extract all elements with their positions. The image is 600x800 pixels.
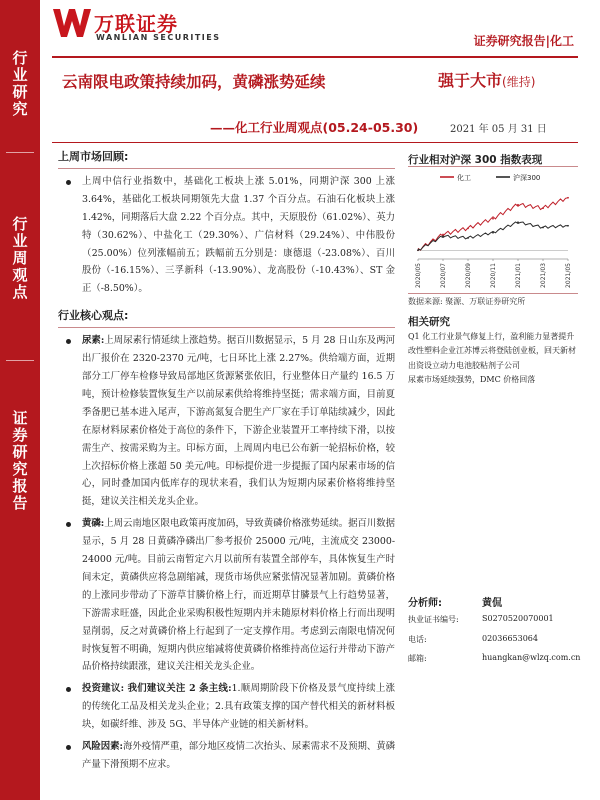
related-item[interactable]: 尿素市场延续强势，DMC 价格回落 — [408, 374, 536, 384]
bullet-icon — [66, 339, 71, 344]
data-point — [417, 249, 419, 251]
phosphorus-paragraph — [58, 515, 395, 676]
legend-label: 化工 — [457, 174, 471, 182]
side-label-report — [0, 410, 40, 512]
legend-label: 沪深300 — [513, 174, 541, 182]
logo-text-cn: 万联证券 — [94, 12, 178, 36]
bullet-icon — [66, 522, 71, 527]
data-point — [542, 207, 544, 209]
title-rule — [52, 142, 578, 143]
chart-source: 数据来源: 聚源、万联证券研究所 — [408, 297, 526, 306]
analyst-info — [408, 594, 580, 669]
side-label-weekly — [0, 216, 40, 301]
data-point — [492, 218, 494, 220]
data-point — [467, 227, 469, 229]
document-type: 证券研究报告|化工 — [473, 34, 574, 48]
header-rule — [52, 56, 578, 58]
side-label-char: 券 — [12, 426, 28, 444]
risk-label: 风险因素: — [82, 741, 123, 753]
side-divider — [6, 360, 34, 361]
logo-text-en: WANLIAN SECURITIES — [96, 33, 221, 42]
data-point — [517, 204, 519, 206]
x-tick-label: 2020/07 — [440, 263, 447, 288]
performance-chart — [408, 167, 578, 293]
bullet-icon — [66, 180, 71, 185]
urea-text: 上周尿素行情延续上涨趋势。据百川数据显示，5 月 28 日山东及两河出厂报价在 2320-2370 元/吨，七日环比上涨 2.27%。供给端方面，近期部分工厂停车检修导致局部地区货源紧张依旧，行业整体日产量约 16.5 万吨，预计检修装置恢复生产以前尿素供给将维持坚挺；需求端方面，目前夏季备肥已基本进入尾声，下游高氮复合肥生产厂家在手订单陆续减少，因此在原材料尿素价格处于高位的条件下，下游企业装置开工率持续下滑，以按需生产、按需采购为主。印标方面，上周周内电已公布新一轮招标价格，较上次招标价格上涨超 50 美元/吨。印标提价进一步提振了国内尿素市场的信心，同时叠加国内低库存的现状来看，我们认为短期内尿素价格将维持坚挺，建议关注相关龙头企业。 — [82, 335, 395, 508]
analyst-label: 分析师: — [408, 598, 442, 609]
email-address[interactable]: huangkan@wlzq.com.cn — [482, 653, 581, 662]
series-line-chemical — [418, 198, 568, 251]
email-label: 邮箱: — [408, 654, 427, 663]
side-label-char: 报 — [12, 477, 28, 495]
related-item[interactable]: 改性塑料企业江苏博云将登陆创业板，回天新材出资设立动力电池胶粘剂子公司 — [408, 346, 576, 370]
side-label-char: 行 — [12, 49, 28, 67]
phosphorus-label: 黄磷: — [82, 518, 105, 530]
chart-container — [408, 166, 578, 294]
investment-paragraph — [58, 680, 395, 734]
side-label-char: 研 — [12, 443, 28, 461]
side-label-char: 行 — [12, 215, 28, 233]
x-tick-label: 2021/05 — [565, 263, 572, 288]
publish-date: 2021 年 05 月 31 日 — [450, 124, 547, 135]
data-point — [567, 197, 569, 199]
side-label-char: 告 — [12, 494, 28, 512]
side-label-char: 观 — [12, 266, 28, 284]
related-list — [408, 330, 580, 387]
phosphorus-text: 上周云南地区限电政策再度加码，导致黄磷价格涨势延续。据百川数据显示，5 月 28 日黄磷净磷出厂参考报价 25000 元/吨，主流成交 23000-24000 元/吨。目前云南暂定六月以前所有装置全部停车，具体恢复生产时间未定，黄磷供应将急剧缩减，现货市场供应紧张情况显著加剧。黄磷价格的上涨同步带动了下游草甘膦价格上行，而近期草甘膦景气上行趋势显著，下游需求旺盛，因此企业采购积极性短期内并未随原材料价格上行而出现明显削弱，反之对黄磷价格上行起到了一定支撑作用。考虑到云南限电情况何时恢复暂不明确，短期内供应缩减将使黄磷价格维持高位运行并带动下游产品价格持续跟涨，建议关注相关龙头企业。 — [82, 518, 395, 673]
company-logo — [52, 6, 252, 46]
report-title: 云南限电政策持续加码，黄磷涨势延续 — [62, 73, 326, 91]
bullet-icon — [66, 687, 71, 692]
x-tick-label: 2021/03 — [540, 263, 547, 288]
phone-label: 电话: — [408, 634, 427, 644]
investment-text: 1.顺周期阶段下价格及景气度持续上涨的传统化工品及相关龙头企业；2.具有政策支撑的国产替代相关的新材料板块，如碳纤维、涉及 5G、半导体产业链的相关新材料。 — [82, 683, 395, 731]
x-tick-label: 2020/05 — [415, 263, 422, 288]
side-label-research — [0, 50, 40, 118]
analyst-name: 黄侃 — [482, 598, 502, 609]
data-point — [442, 235, 444, 237]
x-tick-label: 2021/01 — [515, 263, 522, 288]
rating-value: 强于大市 — [438, 71, 503, 90]
data-point — [567, 225, 569, 227]
related-heading: 相关研究 — [408, 316, 450, 328]
cert-label: 执业证书编号: — [408, 615, 459, 624]
rating-note: (维持) — [502, 75, 536, 89]
section-heading-review: 上周市场回顾: — [58, 150, 129, 163]
report-subtitle: ——化工行业周观点(05.24-05.30) — [210, 120, 419, 135]
side-label-char: 证 — [12, 409, 28, 427]
series-line-hs300 — [418, 222, 568, 250]
data-point — [467, 237, 469, 239]
risk-text: 海外疫情严重，部分地区疫情二次抬头、尿素需求不及预期、黄磷产量下滑预期不应求。 — [82, 741, 395, 770]
related-item[interactable]: Q1 化工行业景气修复上行，盈利能力显著提升 — [408, 332, 575, 341]
side-label-char: 业 — [12, 66, 28, 84]
data-point — [542, 227, 544, 229]
investment-label: 投资建议: 我们建议关注 2 条主线: — [82, 683, 232, 695]
side-band — [0, 0, 40, 800]
x-tick-label: 2020/11 — [490, 263, 497, 288]
section-rule — [58, 327, 395, 328]
main-column — [58, 148, 395, 774]
logo-w-icon — [52, 6, 92, 40]
side-divider — [6, 152, 34, 153]
side-label-char: 点 — [12, 283, 28, 301]
chart-title: 行业相对沪深 300 指数表现 — [408, 154, 543, 166]
urea-label: 尿素: — [82, 335, 105, 347]
side-label-char: 周 — [12, 249, 28, 267]
data-point — [442, 234, 444, 236]
side-label-char: 究 — [12, 100, 28, 118]
review-text: 上周中信行业指数中，基础化工板块上涨 5.01%，同期沪深 300 上涨 3.64%，基础化工板块同期领先大盘 1.37 个百分点。石油石化板块上涨 1.42%，同期落后大盘 2.22 个百分点。其中，天原股份（61.02%）、英力特（30.62%）、中盐化工（29.30%）、广信材料（29.24%）、中伟股份（25.00%）位列涨幅前五；跌幅前五分别是：康德退（-23.08%）、百川股份（-16.15%）、三孚新科（-13.90%）、龙高股份（-10.43%）、ST 金正（-8.50%）。 — [82, 175, 395, 295]
bullet-icon — [66, 745, 71, 750]
side-label-char: 究 — [12, 460, 28, 478]
phone-number: 02036653064 — [482, 633, 538, 643]
data-point — [492, 232, 494, 234]
cert-number: S0270520070001 — [482, 614, 554, 623]
section-rule — [58, 168, 395, 169]
data-point — [517, 221, 519, 223]
urea-paragraph — [58, 332, 395, 511]
side-label-char: 研 — [12, 83, 28, 101]
section-heading-core: 行业核心观点: — [58, 309, 129, 323]
rating — [438, 68, 535, 91]
side-label-char: 业 — [12, 232, 28, 250]
review-paragraph — [58, 173, 395, 298]
x-tick-label: 2020/09 — [465, 263, 472, 288]
risk-paragraph — [58, 738, 395, 774]
